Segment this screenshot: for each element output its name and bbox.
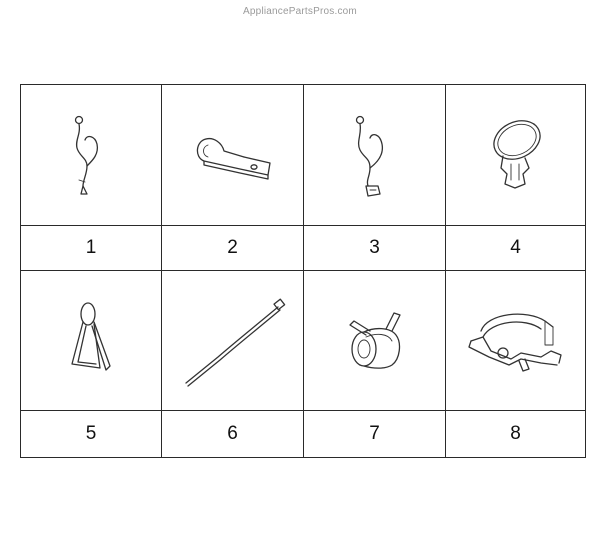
part-6-label-cell bbox=[162, 411, 304, 457]
part-1-label-cell bbox=[21, 226, 162, 271]
part-8-image-cell bbox=[446, 271, 585, 411]
part-2-image-cell bbox=[162, 85, 304, 226]
p-clamp-icon bbox=[188, 125, 278, 185]
part-5-label-cell bbox=[21, 411, 162, 457]
part-4-label-cell bbox=[446, 226, 585, 271]
part-4-image-cell bbox=[446, 85, 585, 226]
part-7-label-cell bbox=[304, 411, 446, 457]
hose-clamp-bracket-icon bbox=[461, 301, 571, 381]
part-number: 2 bbox=[227, 237, 238, 258]
part-number: 6 bbox=[227, 423, 238, 444]
part-8-label-cell bbox=[446, 411, 585, 457]
part-6-image-cell bbox=[162, 271, 304, 411]
watermark: AppliancePartsPros.com bbox=[243, 6, 357, 17]
parts-grid bbox=[20, 84, 586, 458]
part-number: 4 bbox=[510, 237, 521, 258]
part-2-label-cell bbox=[162, 226, 304, 271]
part-5-image-cell bbox=[21, 271, 162, 411]
part-3-image-cell bbox=[304, 85, 446, 226]
part-number: 7 bbox=[369, 423, 380, 444]
wire-clip-icon bbox=[350, 110, 400, 200]
part-number: 1 bbox=[85, 237, 97, 258]
wire-clip-icon bbox=[71, 110, 111, 200]
part-number: 8 bbox=[510, 423, 521, 444]
spring-hose-clamp-icon bbox=[340, 301, 410, 381]
cable-tie-icon bbox=[178, 291, 288, 391]
ring-push-clip-icon bbox=[481, 110, 551, 200]
part-7-image-cell bbox=[304, 271, 446, 411]
part-3-label-cell bbox=[304, 226, 446, 271]
part-1-image-cell bbox=[21, 85, 162, 226]
part-number: 3 bbox=[369, 237, 380, 258]
part-number: 5 bbox=[85, 423, 97, 444]
wire-bail-clip-icon bbox=[66, 296, 116, 386]
